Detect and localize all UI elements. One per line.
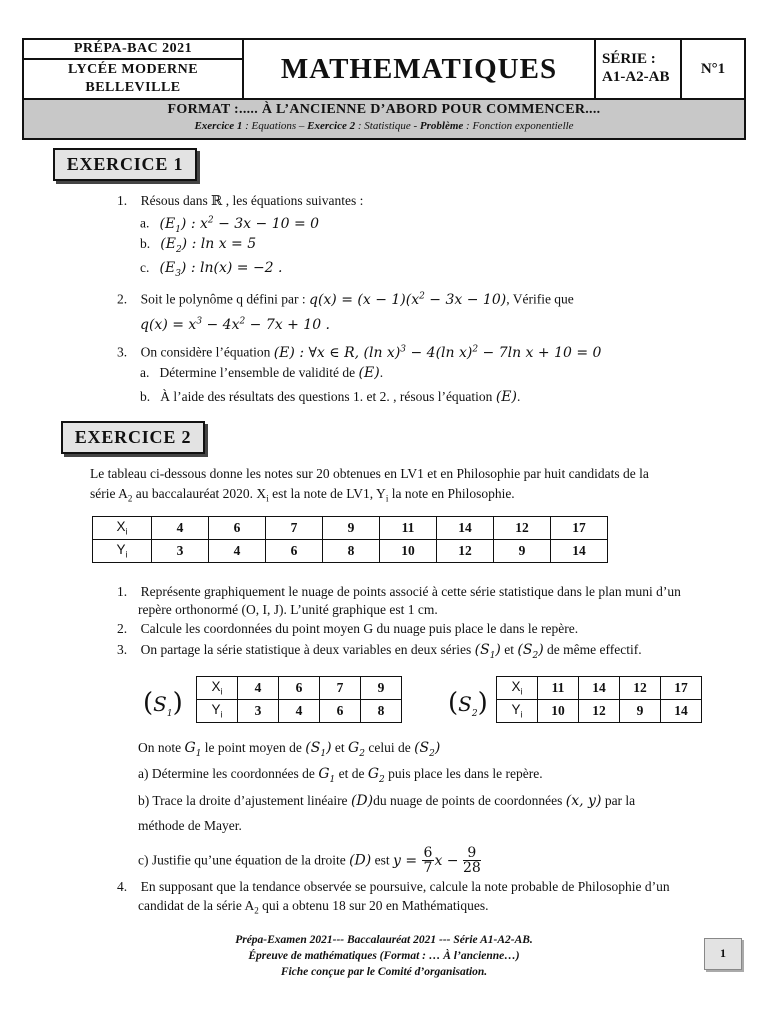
- ex1-q3b: b. À l’aide des résultats des questions 1. et 2. , résous l’équation (E).: [140, 389, 521, 405]
- prepa-bac-label: PRÉPA-BAC 2021: [24, 40, 242, 60]
- ex2-q4-line2: candidat de la série $A_2$ qui a obtenu 18 sur 20 en Mathématiques.: [138, 898, 489, 916]
- document-footer: [0, 932, 768, 980]
- equation-e3: $(E_3)$ : ln(x) = −2 .: [159, 260, 283, 279]
- ex2-note: On note $G_1$ le point moyen de $(S_1)$ et $G_2$ celui de $(S_2)$: [138, 740, 441, 759]
- ex2-q3: 3. On partage la série statistique à deux variables en deux séries $(S_1)$ et $(S_2)$ de même effectif.: [117, 642, 642, 661]
- equation-e2: $(E_2)$ : ln x = 5: [160, 236, 257, 255]
- s1-row-y: $Y_i$ 3 4 6 8: [197, 700, 402, 723]
- ex2-qa: a) Détermine les coordonnées de $G_1$ et de $G_2$ puis place les dans le repère.: [138, 766, 543, 785]
- s2-table: [496, 676, 702, 723]
- ex2-intro-line1: Le tableau ci-dessous donne les notes sur 20 obtenues en LV1 et en Philosophie par huit candidats de la: [90, 466, 649, 481]
- ex2-intro-line2: série $A_2$ au baccalauréat 2020. $X_i$ est la note de LV1, $Y_i$ la note en Philosophie.: [90, 486, 515, 504]
- ex1-q2: 2. Soit le polynôme q défini par : $q(x) = (x - 1)(x^2 - 3x - 10)$, Vérifie que: [117, 291, 574, 308]
- polynomial-q-factored: $q(x) = (x - 1)(x^2 - 3x - 10)$: [308, 291, 507, 308]
- ex1-q3a: a. Détermine l’ensemble de validité de (E).: [140, 365, 384, 381]
- ex2-q2: 2. Calcule les coordonnées du point moyen G du nuage puis place le dans le repère.: [117, 621, 579, 636]
- sheet-number: N°1: [700, 61, 726, 77]
- ex2-q4-line1: 4. En supposant que la tendance observée se poursuive, calcule la note probable de Philosophie d’un: [117, 879, 670, 894]
- s1-row-x: $X_i$ 4 6 7 9: [197, 677, 402, 700]
- ex1-q1: 1. Résous dans ℝ , les équations suivantes :: [117, 193, 364, 208]
- ex1-q3: 3. On considère l’équation (E) : ∀x ∈ R, (ln x)$^3$ − 4(ln x)$^2$ − 7ln x + 10 = 0: [117, 344, 602, 361]
- ex2-q1-line1: 1. Représente graphiquement le nuage de points associé à cette série statistique dans le plan muni d’un: [117, 584, 681, 599]
- footer-line2: Épreuve de mathématiques (Format : … À l’ancienne…): [248, 950, 520, 962]
- s1-table: [196, 676, 402, 723]
- ex2-qb: b) Trace la droite d’ajustement linéaire (D)du nuage de points de coordonnées (x, y) par la: [138, 793, 636, 809]
- table-row-y: $Y_i$ 3 4 6 8 10 12 9 14: [93, 540, 608, 563]
- footer-line1: Prépa-Examen 2021--- Baccalauréat 2021 --- Série A1-A2-AB.: [235, 934, 533, 946]
- ex1-q1c: c. $(E_3)$ : ln(x) = −2 .: [140, 260, 283, 279]
- contents-line: Exercice 1 : Equations – Exercice 2 : Statistique - Problème : Fonction exponentielle: [194, 120, 574, 132]
- equation-e: (E) : ∀x ∈ R, (ln x)$^3$ − 4(ln x)$^2$ − 7ln x + 10 = 0: [273, 344, 602, 361]
- line-equation: y = $\frac{6}{7}$ x − $\frac{9}{28}$: [392, 845, 481, 876]
- subject-title: MATHEMATIQUES: [244, 40, 596, 98]
- serie-block: SÉRIE : A1-A2-AB: [596, 40, 682, 98]
- s2-label: $(S_2)$: [448, 688, 488, 719]
- s2-row-y: $Y_i$ 10 12 9 14: [497, 700, 702, 723]
- exercise1-title: EXERCICE 1: [53, 148, 197, 181]
- document-header: [22, 38, 746, 140]
- page-number: 1: [704, 938, 742, 970]
- ex2-qb-line2: méthode de Mayer.: [138, 818, 242, 833]
- ex2-q1-line2: repère orthonormé (O, I, J). L’unité graphique est 1 cm.: [138, 602, 438, 617]
- ex1-q2-expanded: [140, 312, 330, 334]
- equation-e1: $(E_1)$ : $x^2 - 3x - 10 = 0$: [159, 215, 320, 235]
- format-band: [24, 98, 744, 138]
- s2-row-x: $X_i$ 11 14 12 17: [497, 677, 702, 700]
- school-block: [24, 40, 244, 98]
- ex2-qc: c) Justifie qu’une équation de la droite (D) est y = $\frac{6}{7}$ x − $\frac{9}{28}$: [138, 845, 481, 876]
- ex1-q1b: b. $(E_2)$ : ln x = 5: [140, 236, 257, 255]
- main-data-table: [92, 516, 608, 563]
- footer-line3: Fiche conçue par le Comité d’organisation.: [280, 966, 488, 978]
- school-name: LYCÉE MODERNE BELLEVILLE: [67, 62, 199, 95]
- s1-label: $(S_1)$: [143, 688, 183, 719]
- polynomial-q-expanded: $q(x) = x^3 - 4x^2 - 7x + 10$ .: [140, 316, 330, 333]
- ex1-q1a: a. $(E_1)$ : $x^2 - 3x - 10 = 0$: [140, 215, 320, 235]
- format-line: FORMAT :..... À L’ANCIENNE D’ABORD POUR COMMENCER....: [167, 102, 601, 117]
- exercise2-title: EXERCICE 2: [61, 421, 205, 454]
- table-row-x: $X_i$ 4 6 7 9 11 14 12 17: [93, 517, 608, 540]
